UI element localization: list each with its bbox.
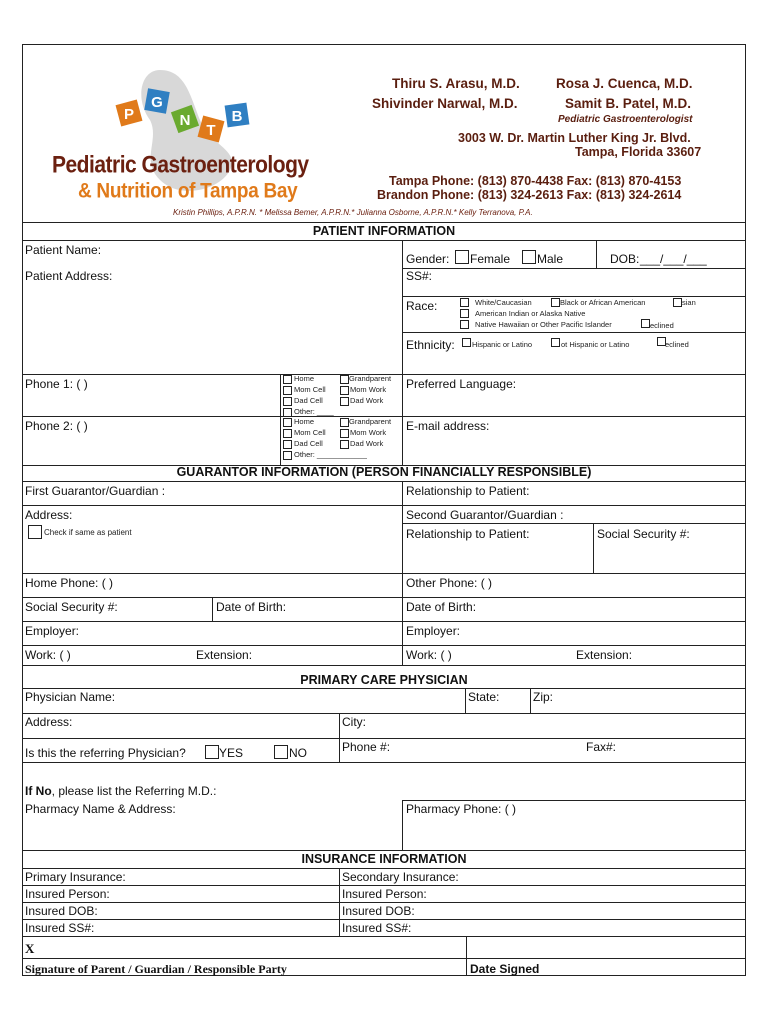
specialty: Pediatric Gastroenterologist <box>558 114 693 125</box>
phone2-dadcell-checkbox[interactable] <box>283 440 292 449</box>
ethnicity-label: Ethnicity: <box>406 338 455 352</box>
referring-no-label: NO <box>289 746 307 760</box>
state-label[interactable]: State: <box>468 690 500 704</box>
race-native-checkbox[interactable] <box>460 309 469 318</box>
race-white-checkbox[interactable] <box>460 298 469 307</box>
work-phone-label[interactable]: Work: ( ) <box>25 648 71 662</box>
primary-insured-ssn-label[interactable]: Insured SS#: <box>25 921 95 935</box>
logo-letter-b: B <box>231 108 243 125</box>
employer-label[interactable]: Employer: <box>25 624 80 638</box>
pharmacy-label[interactable]: Pharmacy Name & Address: <box>25 802 176 816</box>
primary-insured-person-label[interactable]: Insured Person: <box>25 887 110 901</box>
referring-yes-label: YES <box>219 746 244 760</box>
doctor-arasu: Thiru S. Arasu, M.D. <box>392 76 520 91</box>
male-label: Male <box>537 252 564 266</box>
second-guarantor-label[interactable]: Second Guarantor/Guardian : <box>406 508 564 522</box>
primary-insured-dob-label[interactable]: Insured DOB: <box>25 904 98 918</box>
practice-name-line-2: & Nutrition of Tampa Bay <box>78 180 298 204</box>
female-label: Female <box>470 252 511 266</box>
phone1-dadwork-checkbox[interactable] <box>340 397 349 406</box>
phone1-momwork-checkbox[interactable] <box>340 386 349 395</box>
race-asian-label: sian <box>682 298 696 307</box>
referring-question: Is this the referring Physician? <box>25 746 186 760</box>
phone1-dadcell-checkbox[interactable] <box>283 397 292 406</box>
same-as-patient-label: Check if same as patient <box>44 528 132 537</box>
guarantor-ssn-label[interactable]: Social Security #: <box>25 600 118 614</box>
ssn2-label[interactable]: Social Security #: <box>597 527 690 541</box>
race-black-label: Black or African American <box>560 298 646 307</box>
not-hispanic-checkbox[interactable] <box>551 338 560 347</box>
doctor-patel: Samit B. Patel, M.D. <box>565 96 692 111</box>
phone1-other-label: Other: ____ <box>294 407 334 416</box>
race-declined-checkbox[interactable] <box>641 319 650 328</box>
phone2-momwork-checkbox[interactable] <box>340 429 349 438</box>
logo-letter-t: T <box>206 122 216 139</box>
zip-label[interactable]: Zip: <box>533 690 554 704</box>
logo-letter-p: P <box>123 106 135 123</box>
physician-name-label[interactable]: Physician Name: <box>25 690 116 704</box>
race-label: Race: <box>406 299 438 313</box>
primary-insurance-label[interactable]: Primary Insurance: <box>25 870 126 884</box>
street-address: 3003 W. Dr. Martin Luther King Jr. Blvd. <box>458 131 691 145</box>
phone2-momcell-label: Mom Cell <box>294 428 326 437</box>
phone1-home-checkbox[interactable] <box>283 375 292 384</box>
phone1-home-label: Home <box>294 374 315 383</box>
referring-yes-checkbox[interactable] <box>205 745 219 759</box>
female-checkbox[interactable] <box>455 250 469 264</box>
phone2-dadwork-label: Dad Work <box>350 439 384 448</box>
signature-line-label[interactable]: Signature of Parent / Guardian / Responsible Party <box>25 962 287 976</box>
work2-phone-label[interactable]: Work: ( ) <box>406 648 452 662</box>
city-address: Tampa, Florida 33607 <box>575 145 702 159</box>
patient-section-title: PATIENT INFORMATION <box>312 224 456 238</box>
home-phone-label[interactable]: Home Phone: ( ) <box>25 576 114 590</box>
phone2-dadwork-checkbox[interactable] <box>340 440 349 449</box>
race-asian-checkbox[interactable] <box>673 298 682 307</box>
if-no-bold: If No <box>25 784 52 798</box>
phone2-other-checkbox[interactable] <box>283 451 292 460</box>
pcp-phone-label[interactable]: Phone #: <box>342 740 391 754</box>
race-pacific-checkbox[interactable] <box>460 320 469 329</box>
hispanic-checkbox[interactable] <box>462 338 471 347</box>
guarantor-dob-label[interactable]: Date of Birth: <box>216 600 287 614</box>
doctor-cuenca: Rosa J. Cuenca, M.D. <box>556 76 693 91</box>
guarantor-address-label[interactable]: Address: <box>25 508 73 522</box>
preferred-language-label[interactable]: Preferred Language: <box>406 377 517 391</box>
phone1-grandparent-checkbox[interactable] <box>340 375 349 384</box>
if-no-rest: , please list the Referring M.D.: <box>51 784 217 798</box>
phone2-dadcell-label: Dad Cell <box>294 439 323 448</box>
referring-no-checkbox[interactable] <box>274 745 288 759</box>
race-declined-label: eclined <box>650 321 674 330</box>
insurance-section-title: INSURANCE INFORMATION <box>301 852 467 866</box>
phone1-dadcell-label: Dad Cell <box>294 396 323 405</box>
logo-letter-n: N <box>179 112 191 129</box>
phone1-momcell-label: Mom Cell <box>294 385 326 394</box>
phone2-other-label: Other: ____________ <box>294 450 367 459</box>
phone2-momcell-checkbox[interactable] <box>283 429 292 438</box>
brandon-phone: Brandon Phone: (813) 324-2613 Fax: (813) 324-2614 <box>377 188 682 202</box>
race-pacific-label: Native Hawaiian or Other Pacific Islander <box>475 320 612 329</box>
email-label[interactable]: E-mail address: <box>406 419 490 433</box>
other-phone-label[interactable]: Other Phone: ( ) <box>406 576 493 590</box>
tampa-phone: Tampa Phone: (813) 870-4438 Fax: (813) 870-4153 <box>389 174 682 188</box>
phone1-momcell-checkbox[interactable] <box>283 386 292 395</box>
dob-label: DOB: <box>610 252 640 266</box>
practice-name-line-1: Pediatric Gastroenterology <box>52 152 309 179</box>
dob-blank[interactable]: ___/___/___ <box>640 252 707 266</box>
pcp-section-title: PRIMARY CARE PHYSICIAN <box>300 673 468 687</box>
not-hispanic-label: ot Hispanic or Latino <box>561 340 630 349</box>
first-guarantor-label[interactable]: First Guarantor/Guardian : <box>25 484 166 498</box>
race-black-checkbox[interactable] <box>551 298 560 307</box>
phone2-label[interactable]: Phone 2: ( ) <box>25 419 88 433</box>
ethnicity-declined-label: eclined <box>665 340 689 349</box>
pcp-address-label[interactable]: Address: <box>25 715 73 729</box>
phone2-home-checkbox[interactable] <box>283 418 292 427</box>
staff-line: Kristin Phillips, A.P.R.N. * Melissa Bemer, A.P.R.N.* Julianna Osborne, A.P.R.N.* Kelly Terranova, P.A. <box>173 208 533 217</box>
pcp-fax-label[interactable]: Fax#: <box>586 740 617 754</box>
guarantor-section-title: GUARANTOR INFORMATION (PERSON FINANCIALLY RESPONSIBLE) <box>176 465 592 479</box>
hispanic-label: Hispanic or Latino <box>472 340 533 349</box>
phone1-momwork-label: Mom Work <box>350 385 387 394</box>
relationship-label[interactable]: Relationship to Patient: <box>406 484 530 498</box>
city-label[interactable]: City: <box>342 715 366 729</box>
phone1-grandparent-label: Grandparent <box>349 374 392 383</box>
race-native-label: American Indian or Alaska Native <box>475 309 586 318</box>
phone2-momwork-label: Mom Work <box>350 428 387 437</box>
phone2-grandparent-checkbox[interactable] <box>340 418 349 427</box>
ssn-label[interactable]: SS#: <box>406 269 433 283</box>
secondary-insured-dob-label[interactable]: Insured DOB: <box>342 904 415 918</box>
secondary-insured-ssn-label[interactable]: Insured SS#: <box>342 921 412 935</box>
extension2-label[interactable]: Extension: <box>576 648 633 662</box>
phone2-home-label: Home <box>294 417 315 426</box>
phone1-dadwork-label: Dad Work <box>350 396 384 405</box>
secondary-insured-person-label[interactable]: Insured Person: <box>342 887 427 901</box>
patient-address-label[interactable]: Patient Address: <box>25 269 113 283</box>
pharmacy-phone-label[interactable]: Pharmacy Phone: ( ) <box>406 802 517 816</box>
signature-x-mark: X <box>25 941 35 956</box>
guarantor2-dob-label[interactable]: Date of Birth: <box>406 600 477 614</box>
employer2-label[interactable]: Employer: <box>406 624 461 638</box>
same-as-patient-checkbox[interactable] <box>28 525 42 539</box>
date-signed-label[interactable]: Date Signed <box>470 962 540 976</box>
phone2-grandparent-label: Grandparent <box>349 417 392 426</box>
doctor-narwal: Shivinder Narwal, M.D. <box>372 96 518 111</box>
patient-name-label[interactable]: Patient Name: <box>25 243 102 257</box>
race-white-label: White/Caucasian <box>475 298 532 307</box>
phone1-label[interactable]: Phone 1: ( ) <box>25 377 88 391</box>
extension-label[interactable]: Extension: <box>196 648 253 662</box>
relationship2-label[interactable]: Relationship to Patient: <box>406 527 530 541</box>
male-checkbox[interactable] <box>522 250 536 264</box>
referring-md-label[interactable] <box>25 784 216 798</box>
logo-letter-g: G <box>151 94 163 111</box>
secondary-insurance-label[interactable]: Secondary Insurance: <box>342 870 459 884</box>
gender-label: Gender: <box>406 252 450 266</box>
